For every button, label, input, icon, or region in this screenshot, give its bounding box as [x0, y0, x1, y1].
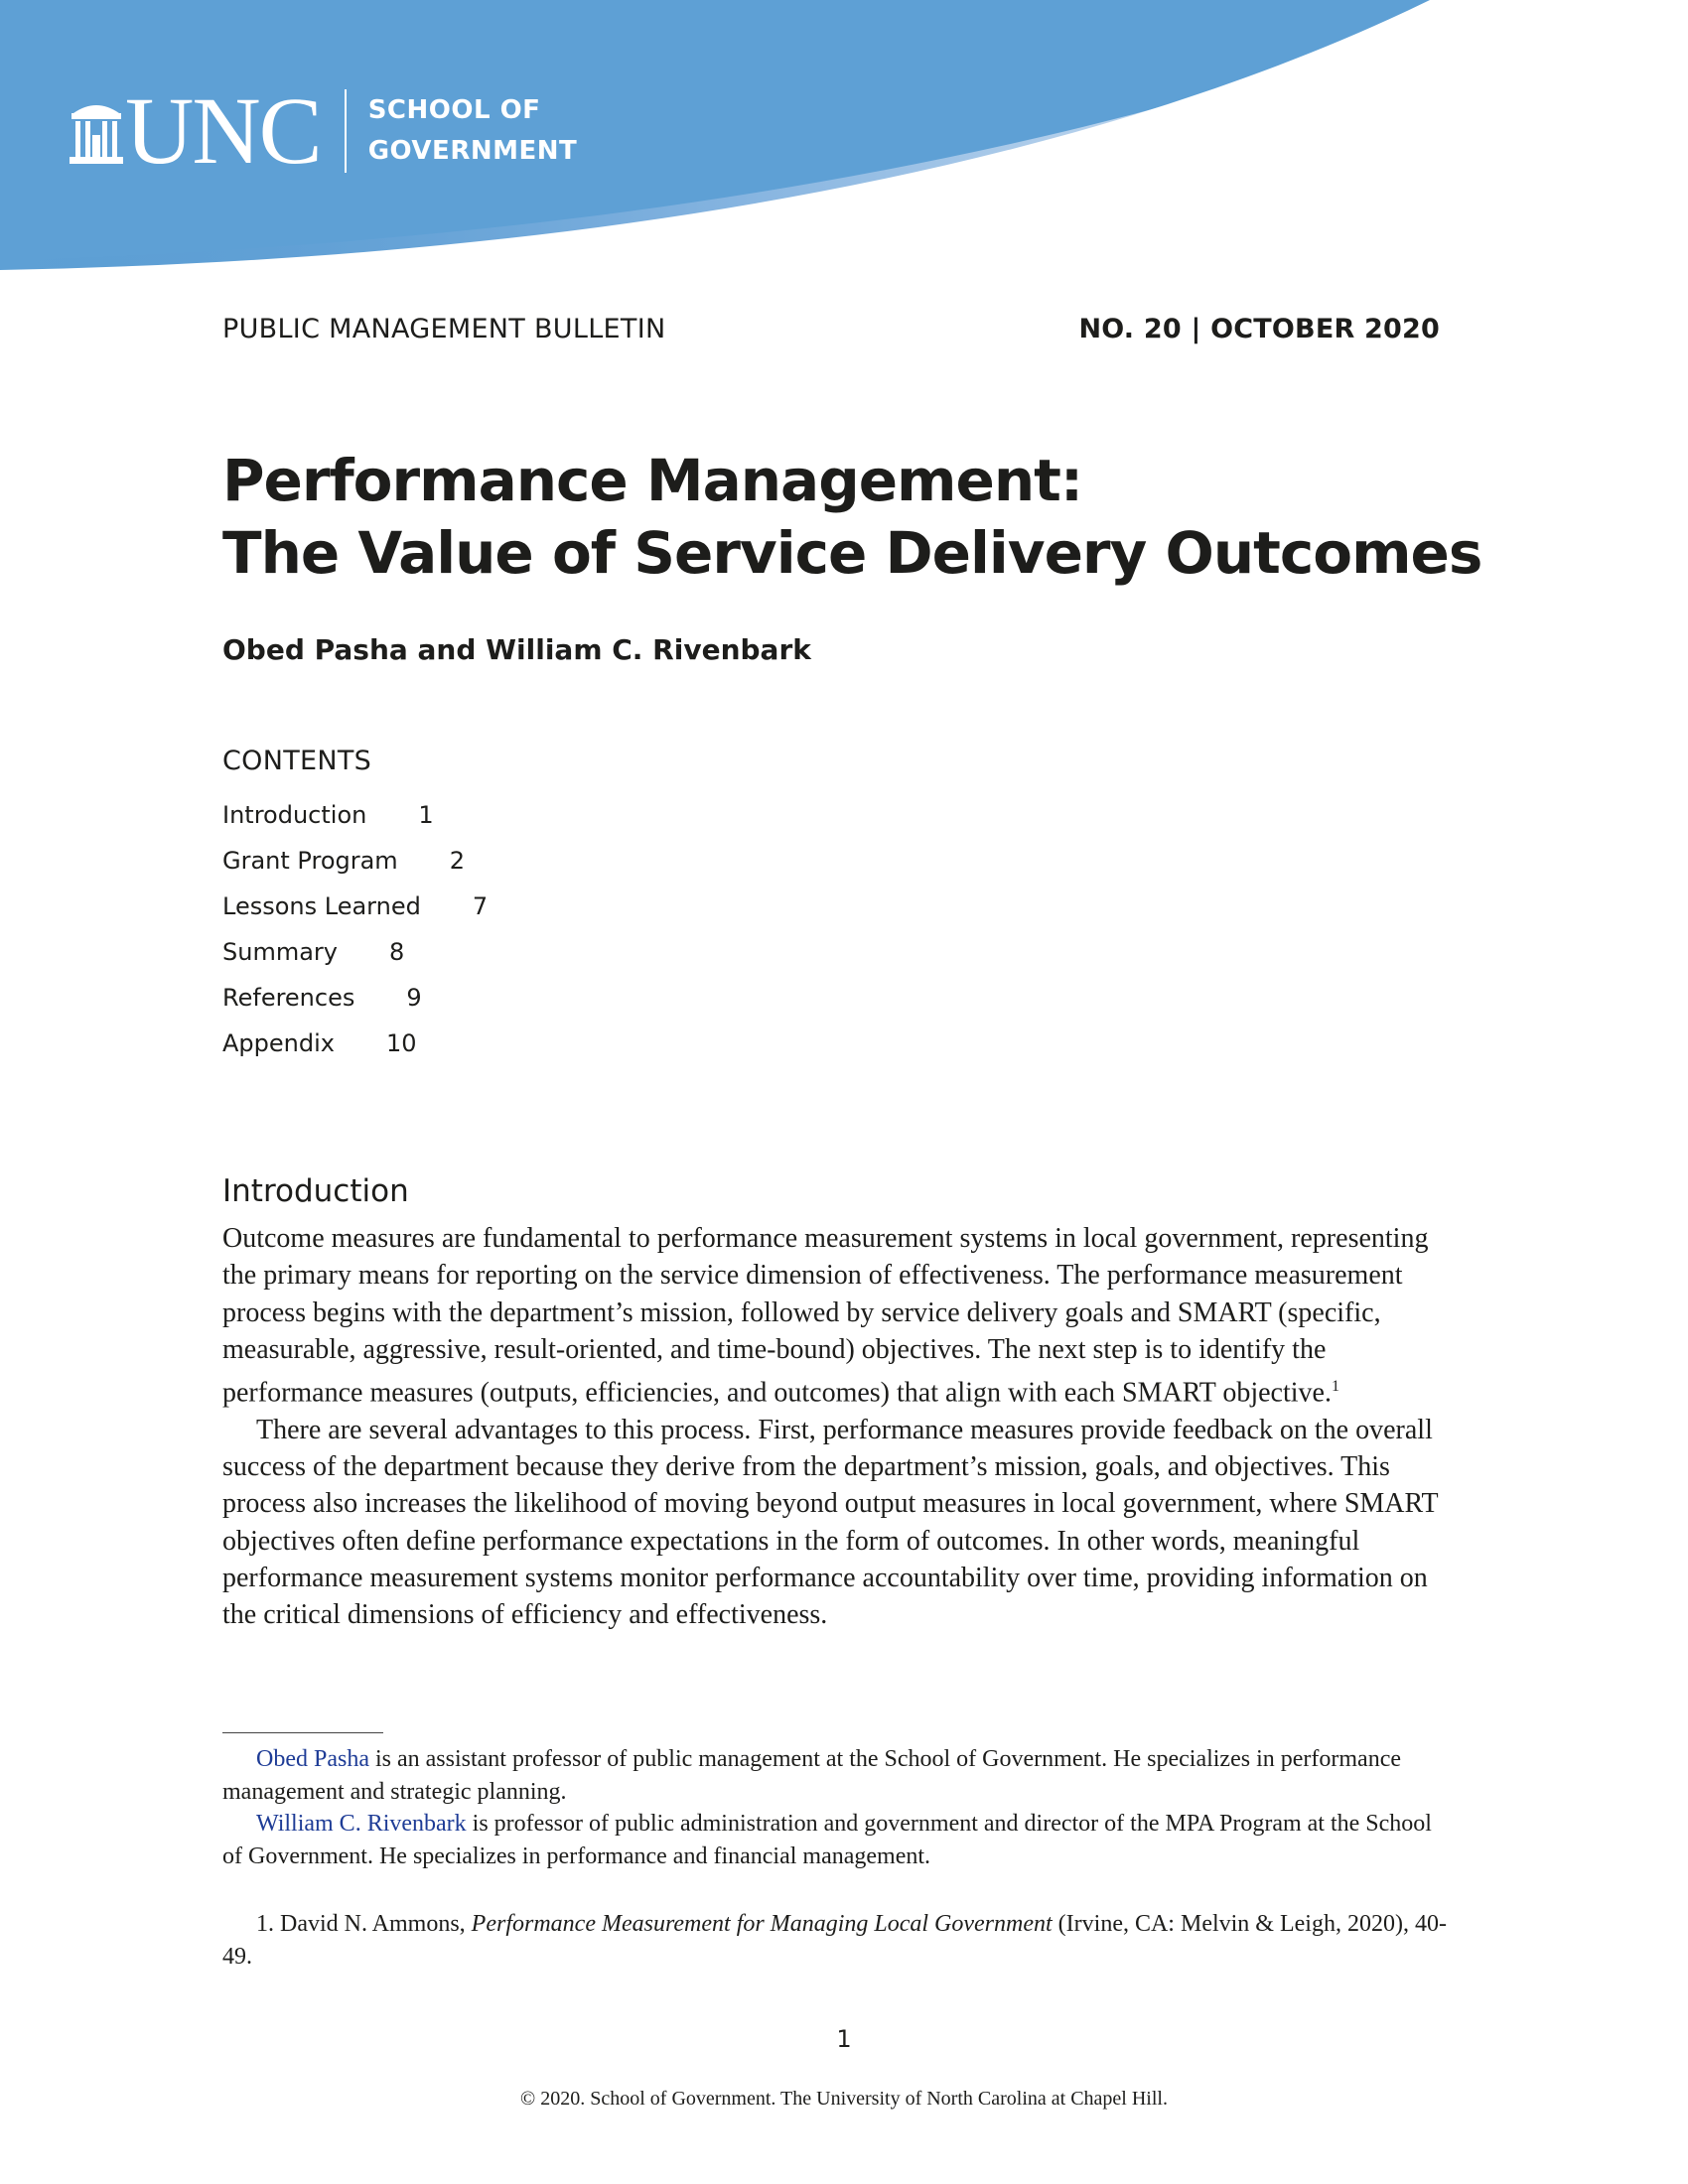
author-note-pasha [222, 1743, 1454, 1808]
footnote-prefix: 1. David N. Ammons, [256, 1911, 472, 1937]
page-number: 1 [836, 2025, 852, 2053]
school-line-2: GOVERNMENT [367, 136, 578, 166]
footnote-1 [222, 1908, 1454, 1974]
contents-item-page: 1 [418, 801, 434, 829]
contents-heading: CONTENTS [222, 746, 372, 776]
author-link-rivenbark[interactable]: William C. Rivenbark [256, 1811, 467, 1837]
introduction-paragraph-2: There are several advantages to this process. First, performance measures provide feedback on the overall success of the department because they derive from the department’s mission, goals, and objectives. This process also increases the likelihood of moving beyond output measures in local government, where SMART objectives often define performance expectations in the form of outcomes. In other words, meaningful performance measurement systems monitor performance accountability over time, providing information on the critical dimensions of efficiency and effectiveness. [222, 1414, 1439, 1631]
contents-item-page: 2 [449, 847, 465, 875]
unc-logo [70, 77, 578, 184]
school-line-1: SCHOOL OF [367, 95, 541, 125]
title-line-1: Performance Management: [222, 447, 1083, 514]
copyright-notice: © 2020. School of Government. The University of North Carolina at Chapel Hill. [520, 2088, 1168, 2110]
contents-item-page: 8 [388, 938, 405, 966]
author-note-rivenbark [222, 1808, 1454, 1872]
contents-item-label: References [222, 984, 355, 1012]
contents-list [222, 798, 488, 1072]
school-of-government-wordmark [368, 90, 578, 172]
old-well-icon [70, 95, 123, 167]
contents-item-appendix[interactable] [222, 1026, 488, 1072]
contents-item-label: Lessons Learned [222, 892, 421, 920]
contents-item-page: 10 [385, 1029, 417, 1057]
footnote-reference[interactable]: 1 [1331, 1378, 1339, 1396]
contents-item-page: 7 [472, 892, 489, 920]
author-note-text: is an assistant professor of public management at the School of Government. He specializes in performance management and strategic planning. [222, 1746, 1401, 1805]
series-label: PUBLIC MANAGEMENT BULLETIN [222, 314, 666, 344]
contents-item-summary[interactable] [222, 935, 488, 981]
paragraph-text: Outcome measures are fundamental to performance measurement systems in local government, representing the primary means for reporting on the service dimension of effectiveness. The performance measurement process begins with the department’s mission, followed by service delivery goals and SMART (specific, measurable, aggressive, result-oriented, and time-bound) objectives. The next step is to identify the performance measures (outputs, efficiencies, and outcomes) that align with each SMART objective. [222, 1223, 1429, 1409]
authors: Obed Pasha and William C. Rivenbark [222, 633, 811, 666]
logo-divider [345, 89, 347, 173]
contents-item-page: 9 [406, 984, 422, 1012]
author-note-text: is professor of public administration and government and director of the MPA Program at the School of Government. He specializes in performance and financial management. [222, 1811, 1432, 1869]
footnote-book-title: Performance Measurement for Managing Local Government [471, 1911, 1053, 1937]
introduction-paragraph-1 [222, 1220, 1454, 1412]
introduction-body [222, 1220, 1454, 1634]
title-line-2: The Value of Service Delivery Outcomes [222, 519, 1482, 587]
header-banner [0, 0, 1688, 278]
contents-item-label: Summary [222, 938, 338, 966]
footnote-suffix: (Irvine, CA: Melvin & Leigh, 2020), 40-49. [222, 1911, 1447, 1970]
contents-item-label: Grant Program [222, 847, 398, 875]
issue-label: NO. 20 | OCTOBER 2020 [1078, 314, 1440, 344]
footnote-text [222, 1908, 1454, 1974]
author-link-pasha[interactable]: Obed Pasha [256, 1746, 369, 1772]
contents-item-label: Appendix [222, 1029, 335, 1057]
contents-item-label: Introduction [222, 801, 367, 829]
introduction-heading: Introduction [222, 1173, 409, 1209]
author-notes [222, 1743, 1454, 1872]
contents-item-references[interactable] [222, 981, 488, 1026]
contents-item-lessons-learned[interactable] [222, 889, 488, 935]
contents-item-grant-program[interactable] [222, 844, 488, 889]
contents-item-introduction[interactable] [222, 798, 488, 844]
footnote-separator [222, 1732, 383, 1733]
unc-wordmark: UNC [125, 77, 321, 184]
document-title [222, 445, 1481, 590]
